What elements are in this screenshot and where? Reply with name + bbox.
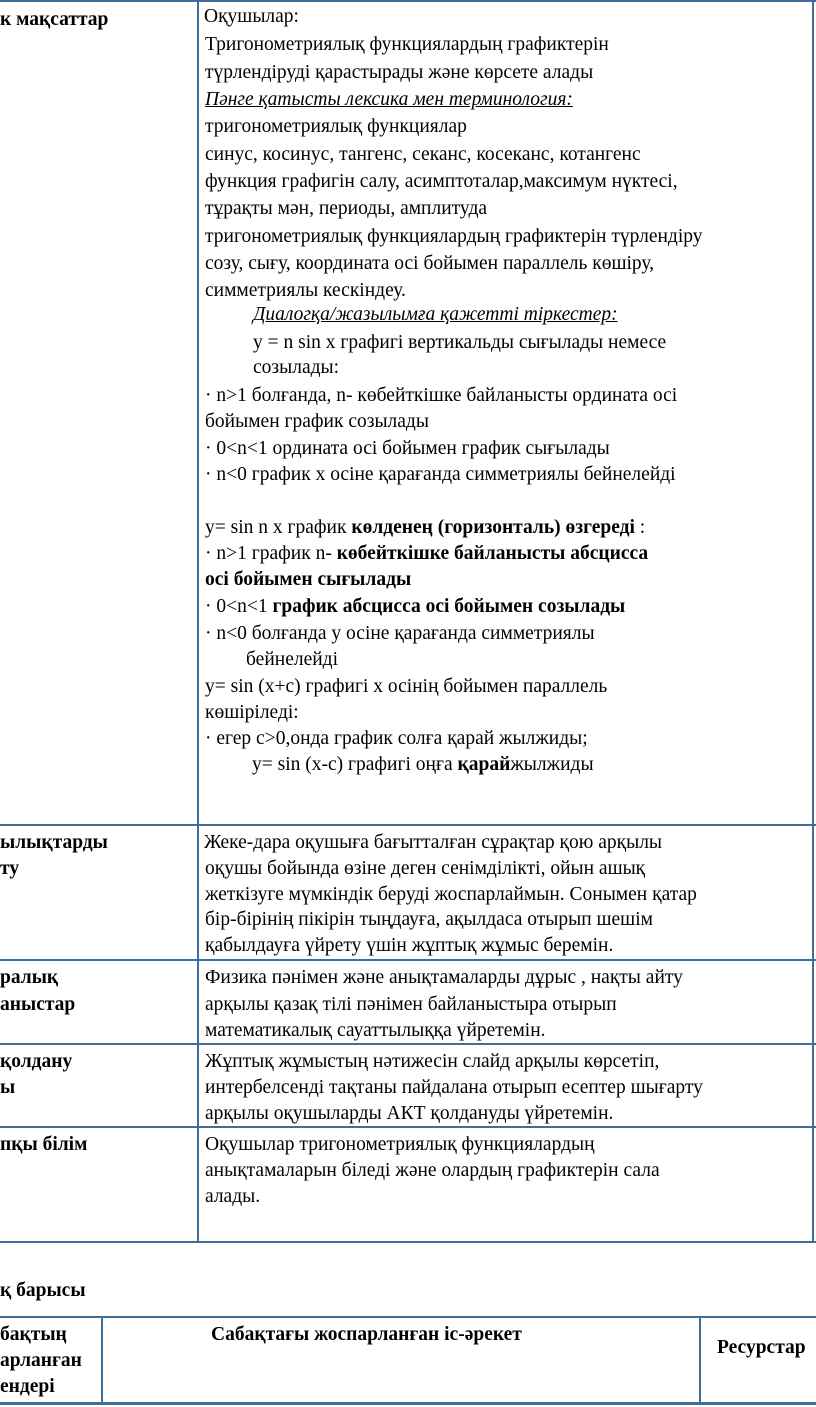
row-label-ict-2: ы (0, 1077, 16, 1098)
text-run: жылжиды (510, 754, 594, 775)
text-line: арқылы оқушыларды АКТ қолдануды үйретемін. (205, 1103, 614, 1124)
table2-col-divider (101, 1316, 103, 1405)
table1-row-divider (0, 824, 816, 826)
table1-row-divider (0, 959, 816, 961)
text-line: алады. (205, 1186, 261, 1207)
row-label-skills-2: ту (0, 858, 20, 879)
text-line: тригонометриялық функциялардың графиктерін түрлендіру (205, 226, 703, 247)
text-line: · n<0 график х осіне қарағанда симметриялы бейнелейді (205, 464, 676, 485)
text-line: · егер с>0,онда график солға қарай жылжиды; (205, 728, 588, 749)
row-label-ict: қолдану (0, 1051, 73, 1072)
text-line: арқылы қазақ тілі пәнімен байланыстыра отырып (205, 994, 617, 1015)
text-run-bold: график абсцисса осі бойымен созылады (272, 596, 626, 617)
text-line: Оқушылар: (204, 6, 299, 27)
text-line: Жұптық жұмыстың нәтижесін слайд арқылы көрсетіп, (205, 1051, 660, 1072)
text-line: оқушы бойында өзіне деген сенімділікті, ойын ашық (205, 858, 646, 879)
text-line: · n>1 болғанда, n- көбейткішке байланысты ордината осі (205, 385, 678, 406)
text-line: функция графигін салу, асимптоталар,максимум нүктесі, (205, 171, 678, 192)
text-line (205, 595, 625, 619)
table1-bottom-border (0, 1241, 816, 1243)
row-label-objectives: к мақсаттар (0, 9, 109, 30)
row-label-skills: ылықтарды (0, 832, 108, 853)
text-run-bold: көлденең (горизонталь) өзгереді (351, 517, 635, 538)
row-label-links: ралық (0, 967, 59, 988)
row-label-prior-knowledge: пқы білім (0, 1134, 88, 1155)
table2-header-stages-3: ендері (0, 1376, 55, 1397)
text-line: тригонометриялық функциялар (205, 116, 467, 137)
table1-row-divider (0, 1126, 816, 1128)
text-line: симметриялы кескіндеу. (205, 280, 406, 301)
text-run: · n>1 график n- (205, 543, 337, 564)
table2-col-divider (699, 1316, 701, 1405)
text-run: · 0<n<1 (205, 596, 273, 617)
text-line: · n<0 болғанда у осіне қарағанда симметриялы (205, 623, 595, 644)
text-line: анықтамаларын біледі және олардың графиктерін сала (205, 1160, 660, 1181)
text-line: түрлендіруді қарастырады және көрсете алады (205, 62, 594, 83)
text-line: синус, косинус, тангенс, секанс, косеканс, котангенс (205, 144, 641, 165)
text-line: математикалық сауаттылыққа үйретемін. (205, 1020, 546, 1041)
text-line: у= sin (x+c) графигі х осінің бойымен параллель (205, 676, 608, 697)
table1-col-divider (197, 0, 199, 1243)
text-run: у= sin (x-c) графигі оңға (252, 754, 458, 775)
text-line: у = n sin x графигі вертикальды сығылады немесе (253, 332, 667, 353)
table1-top-border (0, 0, 816, 2)
text-line: интербелсенді тақтаны пайдалана отырып есептер шығарту (205, 1077, 703, 1098)
text-line: созылады: (253, 357, 340, 378)
table2-header-stages: бақтың (0, 1324, 67, 1345)
text-line: бойымен график созылады (205, 411, 429, 432)
text-run-bold: көбейткішке байланысты абсцисса (336, 543, 649, 564)
dialogue-heading: Диалогқа/жазылымға қажетті тіркестер: (253, 304, 618, 325)
text-line: · 0<n<1 ордината осі бойымен график сығылады (205, 438, 610, 459)
text-line: созу, сығу, координата осі бойымен параллель көшіру, (205, 253, 655, 274)
text-run: : (634, 517, 646, 538)
table2-header-stages-2: арланған (0, 1350, 82, 1371)
text-line: бейнелейді (246, 649, 339, 670)
text-line: бір-бірінің пікірін тыңдауға, ақылдаса отырып шешім (205, 909, 653, 930)
text-run-bold: қарай (457, 754, 511, 775)
text-line: қабылдауға үйрету үшін жұптық жұмыс беремін. (205, 935, 614, 956)
table2-top-border (0, 1316, 816, 1318)
table2-header-activities: Сабақтағы жоспарланған іс-әрекет (211, 1324, 522, 1345)
table2-header-resources: Ресурстар (717, 1337, 806, 1358)
text-line: жеткізуге мүмкіндік беруді жоспарлаймын. Сонымен қатар (205, 884, 697, 905)
text-line: көшіріледі: (205, 702, 299, 723)
text-line: Тригонометриялық функциялардың графиктерін (205, 34, 609, 55)
text-line (205, 516, 645, 540)
text-line: осі бойымен сығылады (205, 569, 412, 590)
vocabulary-heading: Пәнге қатысты лексика мен терминология: (205, 89, 573, 110)
section-heading: қ барысы (0, 1280, 86, 1301)
text-line: Оқушылар тригонометриялық функциялардың (205, 1134, 595, 1155)
text-run: у= sin n x график (205, 517, 352, 538)
table1-right-border (812, 0, 814, 1243)
text-line: Физика пәнімен және анықтамаларды дұрыс , нақты айту (205, 967, 683, 988)
text-line (252, 753, 594, 777)
table2-bottom-border (0, 1402, 816, 1405)
text-line: Жеке-дара оқушыға бағытталған сұрақтар қою арқылы (204, 832, 663, 853)
row-label-links-2: аныстар (0, 994, 76, 1015)
text-line (205, 542, 648, 566)
text-line: тұрақты мән, периоды, амплитуда (205, 198, 488, 219)
table1-row-divider (0, 1043, 816, 1045)
